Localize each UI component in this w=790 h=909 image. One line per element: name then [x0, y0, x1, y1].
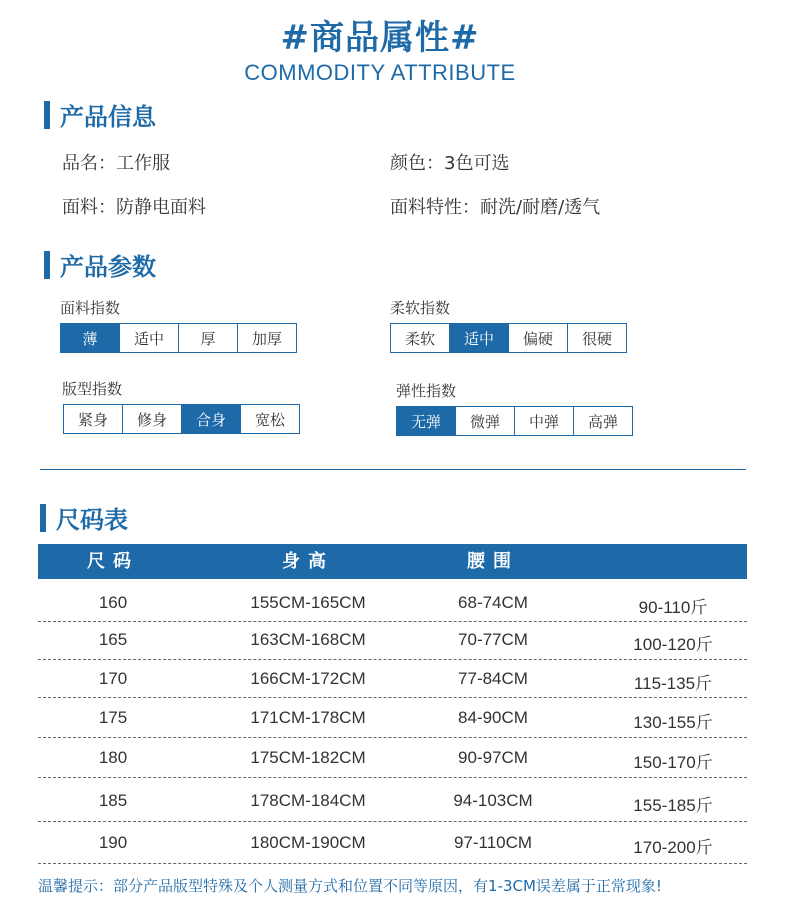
- fit-option: 紧身: [64, 405, 123, 433]
- info-name: [62, 149, 170, 175]
- divider: [40, 469, 746, 470]
- table-cell: 170: [98, 669, 128, 688]
- table-cell: 155-185斤: [633, 796, 713, 815]
- tip-text: 温馨提示：部分产品版型特殊及个人测量方式和位置不同等原因，有1-3CM误差属于正常现象!: [38, 877, 662, 895]
- section-header-size-chart: [40, 500, 128, 535]
- fit-option: 修身: [123, 405, 182, 433]
- table-cell: 166CM-172CM: [250, 669, 366, 688]
- header-size: 尺码: [87, 551, 139, 572]
- section-header-product-params: [44, 247, 156, 282]
- fit-scale: [63, 404, 300, 434]
- table-cell: 180CM-190CM: [250, 833, 366, 852]
- section-title: 产品信息: [60, 103, 156, 131]
- info-key: 面料 ：: [62, 197, 116, 218]
- table-cell: 97-110CM: [453, 833, 533, 852]
- thickness-option: 加厚: [238, 324, 296, 352]
- table-cell: 163CM-168CM: [250, 630, 366, 649]
- table-cell: 190: [98, 833, 128, 852]
- table-row: [38, 585, 747, 622]
- table-cell: 175: [98, 708, 128, 727]
- table-row: [38, 621, 747, 660]
- header-weight: [608, 544, 738, 579]
- table-cell: 185: [98, 791, 128, 810]
- table-cell: 175CM-182CM: [250, 748, 366, 767]
- table-row: [38, 823, 747, 864]
- table-cell: 170-200斤: [633, 838, 713, 857]
- info-color: [390, 149, 509, 175]
- table-cell: 130-155斤: [633, 713, 713, 732]
- size-table-header: [38, 544, 747, 579]
- softness-scale: [390, 323, 627, 353]
- table-row: [38, 780, 747, 822]
- table-cell: 90-97CM: [458, 748, 528, 767]
- fit-label: 版型指数: [62, 380, 123, 398]
- softness-option: 偏硬: [509, 324, 568, 352]
- section-marker: [44, 251, 50, 279]
- thickness-option: 厚: [179, 324, 238, 352]
- table-cell: 155CM-165CM: [250, 593, 366, 612]
- elasticity-scale: [396, 406, 633, 436]
- table-cell: 150-170斤: [633, 753, 713, 772]
- table-cell: 100-120斤: [633, 635, 713, 654]
- section-marker: [44, 101, 50, 129]
- table-cell: 90-110斤: [638, 598, 708, 617]
- thickness-scale: [60, 323, 297, 353]
- fit-option: 合身: [182, 405, 241, 433]
- table-row: [38, 660, 747, 698]
- section-title: 产品参数: [60, 253, 156, 281]
- softness-label: 柔软指数: [390, 299, 451, 317]
- softness-option: 适中: [450, 324, 509, 352]
- header-height: 身高: [282, 551, 334, 572]
- section-marker: [40, 504, 46, 532]
- table-row: [38, 698, 747, 738]
- thickness-label: 面料指数: [60, 299, 121, 317]
- info-value: 防静电面料: [116, 197, 206, 218]
- info-value: 工作服: [116, 153, 170, 174]
- info-key: 颜色 ：: [390, 153, 444, 174]
- fit-option: 宽松: [241, 405, 299, 433]
- info-key: 品名 ：: [62, 153, 116, 174]
- table-cell: 165: [98, 630, 128, 649]
- table-cell: 77-84CM: [458, 669, 528, 688]
- header-waist: 腰围: [467, 551, 519, 572]
- table-cell: 178CM-184CM: [250, 791, 366, 810]
- info-feature: [390, 193, 600, 219]
- page-title: #商品属性#: [280, 18, 480, 58]
- table-cell: 84-90CM: [458, 708, 528, 727]
- table-row: [38, 738, 747, 778]
- elasticity-option: 高弹: [574, 407, 632, 435]
- table-cell: 68-74CM: [458, 593, 528, 612]
- thickness-option: 薄: [61, 324, 120, 352]
- section-title: 尺码表: [56, 506, 128, 534]
- elasticity-option: 无弹: [397, 407, 456, 435]
- elasticity-option: 中弹: [515, 407, 574, 435]
- thickness-option: 适中: [120, 324, 179, 352]
- page-subtitle: COMMODITY ATTRIBUTE: [244, 60, 516, 85]
- elasticity-option: 微弹: [456, 407, 515, 435]
- info-key: 面料特性 ：: [390, 197, 480, 218]
- section-header-product-info: [44, 97, 156, 132]
- table-cell: 171CM-178CM: [250, 708, 366, 727]
- elasticity-label: 弹性指数: [396, 382, 457, 400]
- table-cell: 180: [98, 748, 128, 767]
- info-fabric: [62, 193, 206, 219]
- info-value: 耐洗/耐磨/透气: [480, 197, 601, 218]
- info-value: 3色可选: [444, 153, 510, 174]
- softness-option: 柔软: [391, 324, 450, 352]
- table-cell: 94-103CM: [453, 791, 533, 810]
- softness-option: 很硬: [568, 324, 626, 352]
- table-cell: 160: [98, 593, 128, 612]
- table-cell: 70-77CM: [458, 630, 528, 649]
- table-cell: 115-135斤: [633, 674, 713, 693]
